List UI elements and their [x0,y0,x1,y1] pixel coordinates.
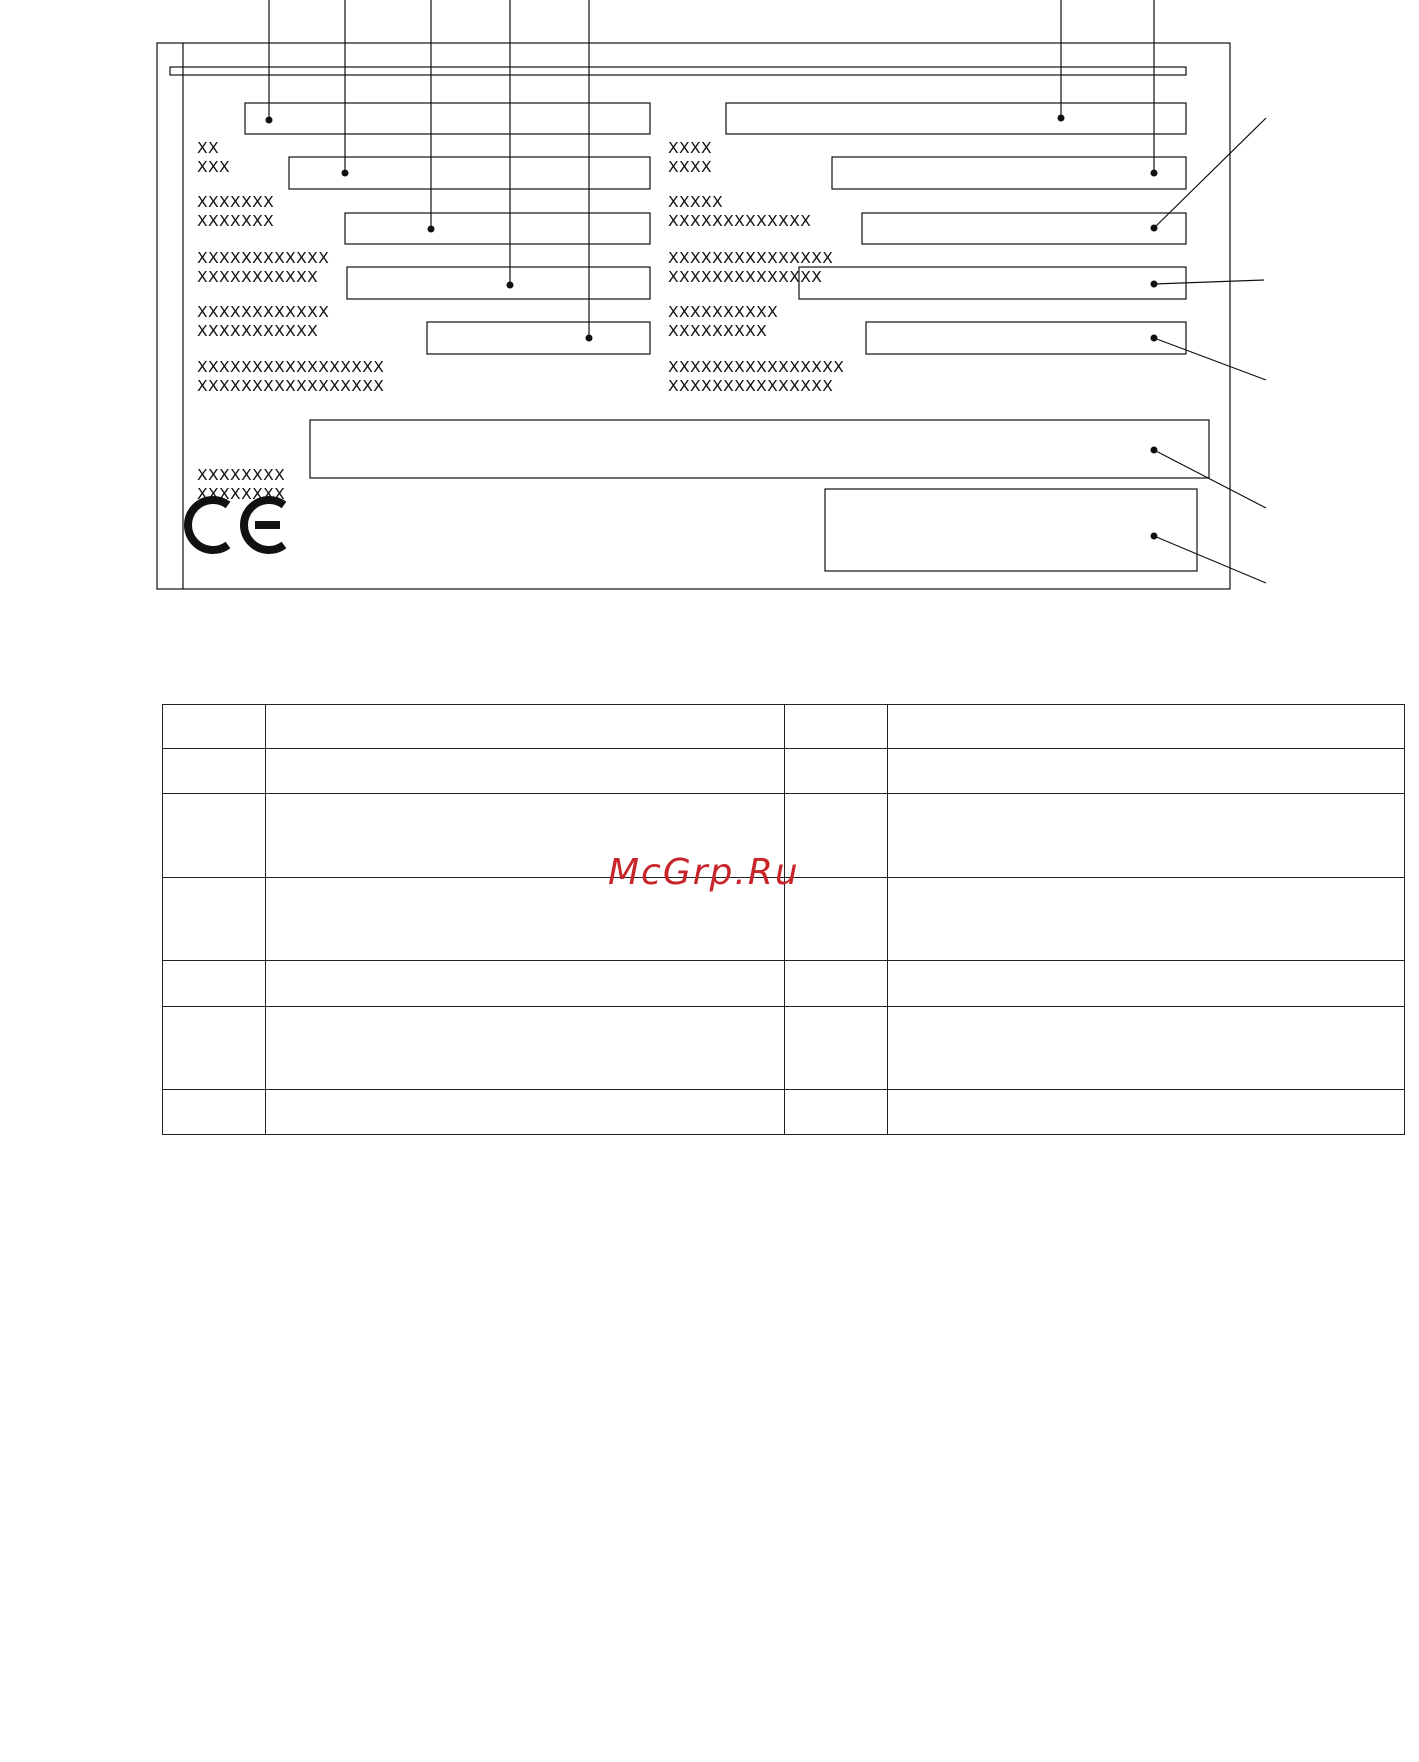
spec-table-body [163,705,1405,1135]
table-row [163,1007,1405,1090]
table-cell [785,878,888,961]
table-row [163,1090,1405,1135]
field-box-left-3 [345,213,650,244]
table-cell [785,749,888,794]
table-cell [266,961,785,1007]
table-cell [888,961,1405,1007]
label-right-1: XXXX XXXX [668,139,713,176]
label-left-1: XX XXX [197,139,231,176]
label-right-2: XXXXX XXXXXXXXXXXXX [668,193,812,230]
watermark: McGrp.Ru [608,852,800,893]
table-cell [888,1007,1405,1090]
table-cell [266,1090,785,1135]
field-box-right-3 [862,213,1186,244]
field-box-bottom-right [825,489,1197,571]
field-box-left-5 [427,322,650,354]
table-cell [785,1007,888,1090]
label-left-4: XXXXXXXXXXXX XXXXXXXXXXX [197,303,330,340]
label-left-5: XXXXXXXXXXXXXXXXX XXXXXXXXXXXXXXXXX [197,358,385,395]
table-cell [785,1090,888,1135]
table-cell [888,1090,1405,1135]
table-cell [163,794,266,878]
field-box-left-4 [347,267,650,299]
table-cell [163,1007,266,1090]
table-cell [163,878,266,961]
label-right-5: XXXXXXXXXXXXXXXX XXXXXXXXXXXXXXX [668,358,845,395]
table-cell [163,749,266,794]
table-cell [266,705,785,749]
table-cell [785,705,888,749]
table-row [163,705,1405,749]
table-cell [888,878,1405,961]
table-cell [163,705,266,749]
table-cell [163,1090,266,1135]
field-box-right-4 [799,267,1186,299]
table-cell [785,961,888,1007]
field-box-right-2 [832,157,1186,189]
label-wide: XXXXXXXX XXXXXXXX [197,466,286,503]
table-row [163,749,1405,794]
field-box-right-1 [726,103,1186,134]
table-cell [266,1007,785,1090]
spec-table [162,704,1405,1135]
label-left-2: XXXXXXX XXXXXXX [197,193,275,230]
table-row [163,961,1405,1007]
field-box-right-5 [866,322,1186,354]
label-right-3: XXXXXXXXXXXXXXX XXXXXXXXXXXXXX [668,249,834,286]
table-cell [785,794,888,878]
field-box-wide [310,420,1209,478]
label-left-3: XXXXXXXXXXXX XXXXXXXXXXX [197,249,330,286]
table-cell [888,705,1405,749]
table-cell [266,749,785,794]
label-right-4: XXXXXXXXXX XXXXXXXXX [668,303,779,340]
table-cell [163,961,266,1007]
table-cell [888,794,1405,878]
plate-top-bar [170,67,1186,75]
table-cell [888,749,1405,794]
